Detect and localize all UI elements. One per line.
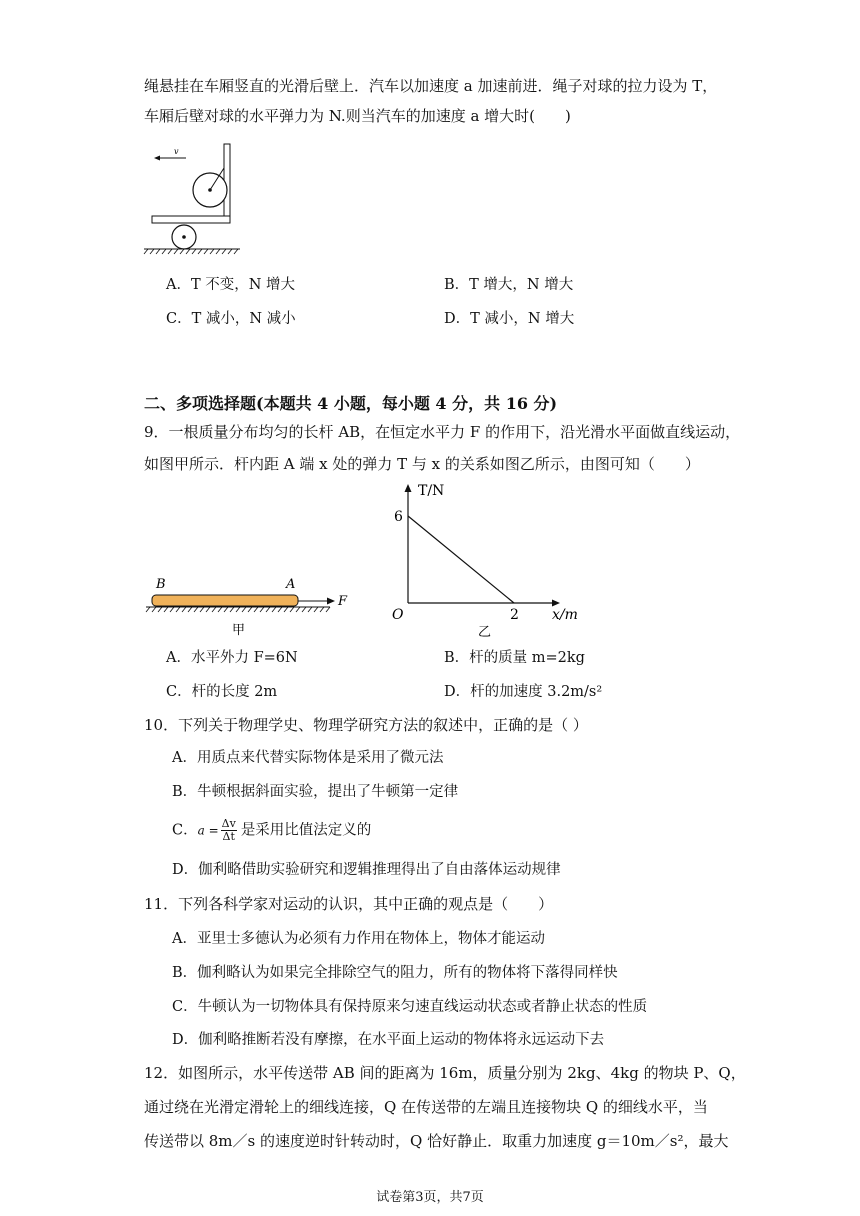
q8-velocity-label: v: [174, 147, 179, 156]
q9-option-b[interactable]: B．杆的质量 m=2kg: [444, 650, 585, 666]
q10-option-a[interactable]: A．用质点来代替实际物体是采用了微元法: [172, 750, 444, 766]
q11-option-c[interactable]: C．牛顿认为一切物体具有保持原来匀速直线运动状态或者静止状态的性质: [172, 999, 648, 1015]
page-footer: 试卷第3页，共7页: [376, 1190, 484, 1205]
q9-stem-line2: 如图甲所示．杆内距 A 端 x 处的弹力 T 与 x 的关系如图乙所示，由图可知（ ）: [144, 455, 700, 473]
q8-option-c[interactable]: C．T 减小，N 减小: [166, 311, 296, 327]
q11-option-b[interactable]: B．伽利略认为如果完全排除空气的阻力，所有的物体将下落得同样快: [172, 965, 618, 981]
q12-stem-line2: 通过绕在光滑定滑轮上的细线连接，Q 在传送带的左端且连接物块 Q 的细线水平，当: [144, 1098, 708, 1116]
graph-series-line: [408, 516, 514, 603]
q8-option-a[interactable]: A．T 不变，N 增大: [166, 277, 296, 293]
q11-stem: 11．下列各科学家对运动的认识，其中正确的观点是（ ）: [144, 895, 554, 913]
graph-x-tick-2: 2: [510, 607, 519, 623]
q9-stem-line1: 9．一根质量分布均匀的长杆 AB，在恒定水平力 F 的作用下，沿光滑水平面做直线运动，: [144, 423, 741, 441]
q10-option-d[interactable]: D．伽利略借助实验研究和逻辑推理得出了自由落体运动规律: [172, 862, 561, 878]
section-heading-multiple-choice: 二、多项选择题(本题共 4 小题，每小题 4 分，共 16 分): [144, 394, 558, 413]
q10-option-c-prefix: C．: [172, 822, 198, 839]
q10-formula-lhs: a =: [197, 823, 219, 838]
q8-option-b[interactable]: B．T 增大，N 增大: [444, 277, 574, 293]
q9-figure-jia: [140, 574, 370, 642]
force-f-label: F: [338, 594, 348, 609]
graph-y-tick-6: 6: [394, 509, 403, 525]
q9-option-d[interactable]: D．杆的加速度 3.2m/s²: [444, 684, 603, 700]
graph-y-axis-arrow: [405, 484, 412, 492]
q10-formula-fraction: [221, 818, 237, 843]
q8-figure: [140, 140, 260, 255]
rod-end-b-label: B: [156, 577, 166, 592]
q9-option-a[interactable]: A．水平外力 F=6N: [166, 650, 298, 666]
q10-formula-numerator: Δv: [221, 817, 236, 830]
q10-stem: 10．下列关于物理学史、物理学研究方法的叙述中，正确的是（ ）: [144, 716, 588, 734]
graph-x-axis-label: x/m: [552, 607, 578, 623]
q10-formula-denominator: Δt: [222, 830, 235, 843]
q9-option-c[interactable]: C．杆的长度 2m: [166, 684, 278, 700]
q12-stem-line3: 传送带以 8m／s 的速度逆时针转动时，Q 恰好静止．取重力加速度 g＝10m／s²，最大: [144, 1132, 729, 1150]
q10-option-c[interactable]: [172, 818, 371, 843]
q12-stem-line1: 12．如图所示，水平传送带 AB 间的距离为 16m，质量分别为 2kg、4kg 的物块 P、Q，: [144, 1064, 746, 1082]
figure-jia-caption: 甲: [232, 623, 246, 638]
q10-option-b[interactable]: B．牛顿根据斜面实验，提出了牛顿第一定律: [172, 784, 459, 800]
graph-x-axis-arrow: [552, 600, 560, 607]
q9-figure-yi-graph: [380, 478, 600, 640]
figure-yi-caption: 乙: [478, 625, 492, 640]
q11-option-a[interactable]: A．亚里士多德认为必须有力作用在物体上，物体才能运动: [172, 931, 545, 947]
graph-y-axis-label: T/N: [418, 483, 445, 499]
q8-stem-line2: 车厢后壁对球的水平弹力为 N.则当汽车的加速度 a 增大时( ): [144, 107, 571, 125]
q11-option-d[interactable]: D．伽利略推断若没有摩擦，在水平面上运动的物体将永远运动下去: [172, 1032, 605, 1048]
q10-option-c-suffix: 是采用比值法定义的: [240, 822, 372, 839]
graph-origin-label: O: [392, 607, 404, 623]
q8-stem-line1: 绳悬挂在车厢竖直的光滑后壁上．汽车以加速度 a 加速前进．绳子对球的拉力设为 T，: [144, 77, 718, 95]
q8-option-d[interactable]: D．T 减小，N 增大: [444, 311, 575, 327]
rod-end-a-label: A: [286, 577, 296, 592]
